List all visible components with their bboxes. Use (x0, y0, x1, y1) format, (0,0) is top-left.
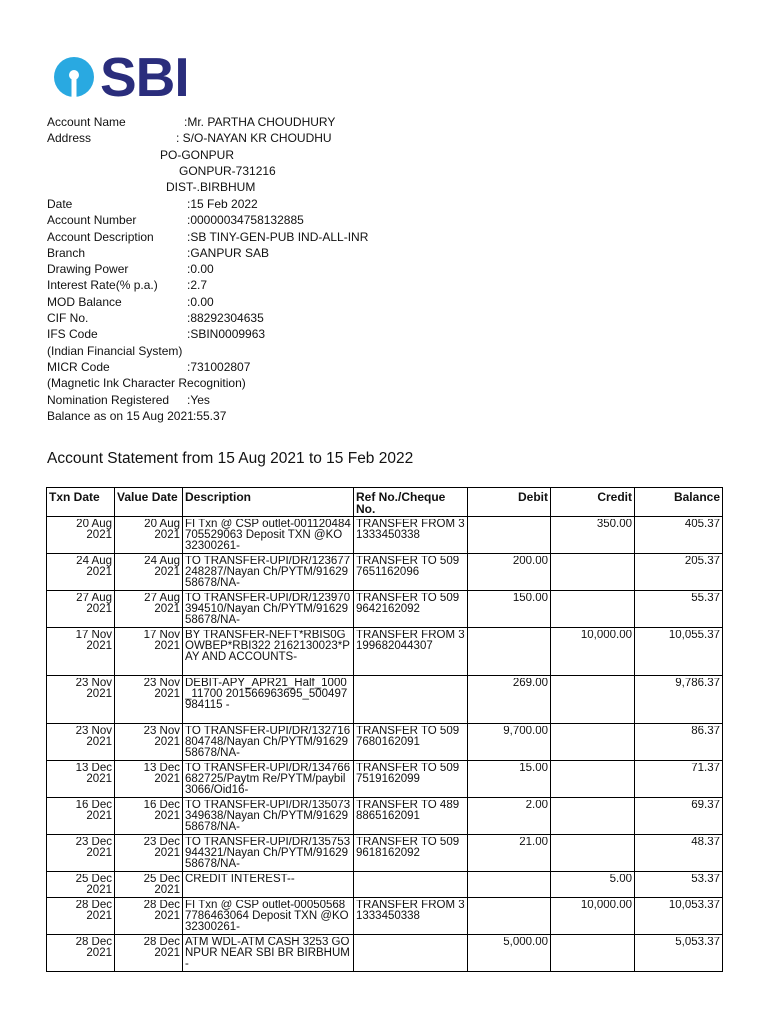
debit-cell (468, 835, 551, 872)
description-cell-text: ATM WDL-ATM CASH 3253 GONPUR NEAR SBI BR BIRBHUM- (185, 937, 350, 970)
balance-cell-text: 10,053.37 (668, 900, 720, 911)
balance-cell-text: 5,053.37 (675, 937, 720, 948)
debit-cell (468, 591, 551, 628)
txn-date-cell (47, 591, 115, 628)
sbi-keyhole-icon (54, 57, 94, 97)
description-cell-text: TO TRANSFER-UPI/DR/123970394510/Nayan Ch/PYTM/9162958678/NA- (185, 593, 351, 626)
cif-value: :88292304635 (187, 311, 264, 325)
balance-cell-text: 55.37 (691, 593, 720, 604)
ifs-code-value: :SBIN0009963 (187, 327, 266, 341)
balance-cell (635, 554, 723, 591)
credit-cell-text: 350.00 (596, 519, 632, 530)
mod-balance-value: :0.00 (187, 295, 214, 309)
credit-cell (551, 935, 635, 972)
ref-cell (354, 872, 468, 898)
value-date-cell-text: 25 Dec 2021 (143, 874, 180, 896)
value-date-cell-text: 23 Nov 2021 (143, 678, 180, 700)
ref-cell-text: TRANSFER FROM 31333450338 (356, 900, 465, 922)
account-description-label: Account Description (47, 230, 154, 244)
balance-cell (635, 835, 723, 872)
txn-date-cell (47, 517, 115, 554)
micr-note: (Magnetic Ink Character Recognition) (47, 376, 246, 390)
description-cell-text: TO TRANSFER-UPI/DR/132716804748/Nayan Ch/PYTM/9162958678/NA- (185, 726, 351, 759)
value-date-cell-text: 13 Dec 2021 (143, 763, 180, 785)
description-cell-text: BY TRANSFER-NEFT*RBIS0GOWBEP*RBI322 2162130023*PAY AND ACCOUNTS- (185, 630, 350, 663)
ref-cell-text: TRANSFER TO 5099618162092 (356, 837, 460, 859)
balance-cell (635, 724, 723, 761)
description-cell (183, 798, 354, 835)
interest-rate-value: :2.7 (187, 278, 208, 292)
value-date-cell (115, 761, 183, 798)
interest-rate-label: Interest Rate(% p.a.) (47, 278, 158, 292)
description-cell-text: TO TRANSFER-UPI/DR/123677248287/Nayan Ch/PYTM/9162958678/NA- (185, 556, 351, 589)
description-cell-text: DEBIT-APY_APR21_Half_1000_11700 201566963695_500497984115 - (185, 678, 348, 711)
description-cell (183, 628, 354, 676)
value-date-cell (115, 935, 183, 972)
debit-cell-text: 2.00 (525, 800, 548, 811)
txn-date-cell (47, 898, 115, 935)
ref-cell-text: TRANSFER TO 5099642162092 (356, 593, 460, 615)
balance-cell-text: 205.37 (684, 556, 720, 567)
credit-cell (551, 798, 635, 835)
balance-cell-text: 405.37 (684, 519, 720, 530)
ref-cell (354, 935, 468, 972)
micr-label: MICR Code (47, 360, 110, 374)
value-date-cell-text: 27 Aug 2021 (144, 593, 180, 615)
table-header-row (47, 488, 723, 517)
value-date-cell-text: 23 Dec 2021 (143, 837, 180, 859)
table-row (47, 554, 723, 591)
account-name-label: Account Name (47, 115, 126, 129)
ref-cell (354, 676, 468, 724)
balance-cell (635, 676, 723, 724)
description-cell (183, 676, 354, 724)
table-row (47, 835, 723, 872)
credit-cell (551, 517, 635, 554)
value-date-cell (115, 628, 183, 676)
balance-cell (635, 628, 723, 676)
description-cell-text: CREDIT INTEREST-- (185, 874, 295, 885)
description-cell (183, 872, 354, 898)
ref-cell (354, 724, 468, 761)
header-credit: Credit (551, 488, 635, 517)
credit-cell (551, 872, 635, 898)
debit-cell (468, 761, 551, 798)
table-row (47, 761, 723, 798)
debit-cell-text: 200.00 (512, 556, 548, 567)
credit-cell (551, 724, 635, 761)
description-cell (183, 835, 354, 872)
credit-cell (551, 591, 635, 628)
balance-cell (635, 761, 723, 798)
balance-cell (635, 872, 723, 898)
branch-label: Branch (47, 246, 86, 260)
balance-cell-text: 69.37 (691, 800, 720, 811)
value-date-cell-text: 28 Dec 2021 (143, 937, 180, 959)
value-date-cell-text: 28 Dec 2021 (143, 900, 180, 922)
credit-cell (551, 628, 635, 676)
credit-cell (551, 761, 635, 798)
description-cell (183, 591, 354, 628)
value-date-cell (115, 676, 183, 724)
table-row (47, 676, 723, 724)
header-debit: Debit (468, 488, 551, 517)
sbi-logo (54, 46, 189, 108)
table-row (47, 591, 723, 628)
table-row (47, 935, 723, 972)
txn-date-cell-text: 20 Aug 2021 (76, 519, 112, 541)
balance-cell-text: 86.37 (691, 726, 720, 737)
table-row (47, 872, 723, 898)
account-number-label: Account Number (47, 213, 137, 227)
value-date-cell-text: 16 Dec 2021 (143, 800, 180, 822)
ref-cell (354, 591, 468, 628)
description-cell (183, 554, 354, 591)
account-description-value: :SB TINY-GEN-PUB IND-ALL-INR (187, 230, 369, 244)
credit-cell-text: 5.00 (609, 874, 632, 885)
ifs-note: (Indian Financial System) (47, 344, 183, 358)
txn-date-cell (47, 676, 115, 724)
balance-cell (635, 898, 723, 935)
value-date-cell (115, 835, 183, 872)
ref-cell (354, 517, 468, 554)
value-date-cell-text: 20 Aug 2021 (144, 519, 180, 541)
nomination-value: :Yes (187, 393, 210, 407)
description-cell (183, 935, 354, 972)
drawing-power-label: Drawing Power (47, 262, 129, 276)
ref-cell-text: TRANSFER TO 4898865162091 (356, 800, 460, 822)
description-cell (183, 517, 354, 554)
description-cell-text: TO TRANSFER-UPI/DR/134766682725/Paytm Re/PYTM/paybil3066/Oid16- (185, 763, 351, 796)
ref-cell (354, 628, 468, 676)
ref-cell (354, 898, 468, 935)
table-row (47, 517, 723, 554)
debit-cell (468, 872, 551, 898)
header-ref: Ref No./Cheque No. (354, 488, 468, 517)
ref-cell-text: TRANSFER TO 5097519162099 (356, 763, 460, 785)
account-name-value: :Mr. PARTHA CHOUDHURY (184, 115, 336, 129)
ref-cell (354, 761, 468, 798)
address-line-1: : S/O-NAYAN KR CHOUDHU (176, 131, 332, 145)
debit-cell (468, 628, 551, 676)
txn-date-cell (47, 761, 115, 798)
value-date-cell-text: 23 Nov 2021 (143, 726, 180, 748)
debit-cell-text: 15.00 (519, 763, 548, 774)
balance-cell-text: 10,055.37 (668, 630, 720, 641)
description-cell (183, 761, 354, 798)
address-label: Address (47, 131, 92, 145)
credit-cell (551, 898, 635, 935)
header-description: Description (183, 488, 354, 517)
debit-cell-text: 150.00 (512, 593, 548, 604)
txn-date-cell (47, 872, 115, 898)
txn-date-cell (47, 628, 115, 676)
debit-cell (468, 724, 551, 761)
credit-cell-text: 10,000.00 (580, 900, 632, 911)
date-value: :15 Feb 2022 (187, 197, 258, 211)
micr-value: :731002807 (187, 360, 251, 374)
branch-value: :GANPUR SAB (187, 246, 270, 260)
debit-cell (468, 554, 551, 591)
transactions-body (47, 517, 723, 972)
debit-cell (468, 935, 551, 972)
txn-date-cell (47, 554, 115, 591)
table-row (47, 798, 723, 835)
description-cell-text: FI Txn @ CSP outlet-000505687786463064 Deposit TXN @KO 32300261- (185, 900, 349, 933)
ref-cell-text: TRANSFER FROM 3199682044307 (356, 630, 465, 652)
txn-date-cell (47, 724, 115, 761)
ref-cell-text: TRANSFER FROM 31333450338 (356, 519, 465, 541)
value-date-cell-text: 17 Nov 2021 (143, 630, 180, 652)
ref-cell (354, 554, 468, 591)
ref-cell (354, 798, 468, 835)
table-row (47, 724, 723, 761)
header-balance: Balance (635, 488, 723, 517)
balance-cell-text: 53.37 (691, 874, 720, 885)
header-value-date: Value Date (115, 488, 183, 517)
opening-balance-value: :55.37 (193, 409, 227, 423)
debit-cell-text: 5,000.00 (503, 937, 548, 948)
cif-label: CIF No. (47, 311, 89, 325)
txn-date-cell-text: 23 Dec 2021 (75, 837, 112, 859)
debit-cell-text: 9,700.00 (503, 726, 548, 737)
balance-cell (635, 591, 723, 628)
description-cell-text: FI Txn @ CSP outlet-001120484705529063 Deposit TXN @KO 32300261- (185, 519, 351, 552)
value-date-cell (115, 554, 183, 591)
balance-cell-text: 9,786.37 (675, 678, 720, 689)
txn-date-cell (47, 835, 115, 872)
balance-cell-text: 71.37 (691, 763, 720, 774)
credit-cell (551, 835, 635, 872)
ref-cell-text: TRANSFER TO 5097680162091 (356, 726, 460, 748)
address-line-4: DIST-.BIRBHUM (166, 180, 256, 194)
credit-cell (551, 676, 635, 724)
value-date-cell (115, 798, 183, 835)
ifs-code-label: IFS Code (47, 327, 98, 341)
opening-balance-label: Balance as on 15 Aug 2021 (47, 409, 194, 423)
header-txn-date: Txn Date (47, 488, 115, 517)
description-cell (183, 724, 354, 761)
ref-cell-text: TRANSFER TO 5097651162096 (356, 556, 460, 578)
drawing-power-value: :0.00 (187, 262, 214, 276)
txn-date-cell-text: 17 Nov 2021 (75, 630, 112, 652)
txn-date-cell-text: 27 Aug 2021 (76, 593, 112, 615)
balance-cell (635, 798, 723, 835)
txn-date-cell (47, 798, 115, 835)
balance-cell (635, 935, 723, 972)
txn-date-cell-text: 24 Aug 2021 (76, 556, 112, 578)
debit-cell-text: 21.00 (519, 837, 548, 848)
txn-date-cell-text: 13 Dec 2021 (75, 763, 112, 785)
statement-title: Account Statement from 15 Aug 2021 to 15 Feb 2022 (47, 450, 414, 467)
txn-date-cell-text: 23 Nov 2021 (75, 678, 112, 700)
debit-cell (468, 676, 551, 724)
value-date-cell (115, 724, 183, 761)
txn-date-cell-text: 16 Dec 2021 (75, 800, 112, 822)
value-date-cell (115, 517, 183, 554)
txn-date-cell-text: 28 Dec 2021 (75, 900, 112, 922)
debit-cell (468, 898, 551, 935)
debit-cell-text: 269.00 (512, 678, 548, 689)
value-date-cell (115, 872, 183, 898)
txn-date-cell-text: 23 Nov 2021 (75, 726, 112, 748)
ref-cell (354, 835, 468, 872)
balance-cell-text: 48.37 (691, 837, 720, 848)
txn-date-cell (47, 935, 115, 972)
txn-date-cell-text: 25 Dec 2021 (75, 874, 112, 896)
mod-balance-label: MOD Balance (47, 295, 122, 309)
credit-cell-text: 10,000.00 (580, 630, 632, 641)
txn-date-cell-text: 28 Dec 2021 (75, 937, 112, 959)
table-row (47, 628, 723, 676)
description-cell-text: TO TRANSFER-UPI/DR/135073349638/Nayan Ch/PYTM/9162958678/NA- (185, 800, 351, 833)
value-date-cell-text: 24 Aug 2021 (144, 556, 180, 578)
account-number-value: :00000034758132885 (187, 213, 304, 227)
address-line-3: GONPUR-731216 (179, 164, 276, 178)
balance-cell (635, 517, 723, 554)
sbi-logo-text: SBI (100, 46, 189, 108)
description-cell-text: TO TRANSFER-UPI/DR/135753944321/Nayan Ch/PYTM/9162958678/NA- (185, 837, 351, 870)
table-row (47, 898, 723, 935)
value-date-cell (115, 898, 183, 935)
transactions-table (46, 487, 723, 972)
debit-cell (468, 517, 551, 554)
credit-cell (551, 554, 635, 591)
address-line-2: PO-GONPUR (160, 148, 235, 162)
debit-cell (468, 798, 551, 835)
nomination-label: Nomination Registered (47, 393, 170, 407)
description-cell (183, 898, 354, 935)
date-label: Date (47, 197, 73, 211)
value-date-cell (115, 591, 183, 628)
